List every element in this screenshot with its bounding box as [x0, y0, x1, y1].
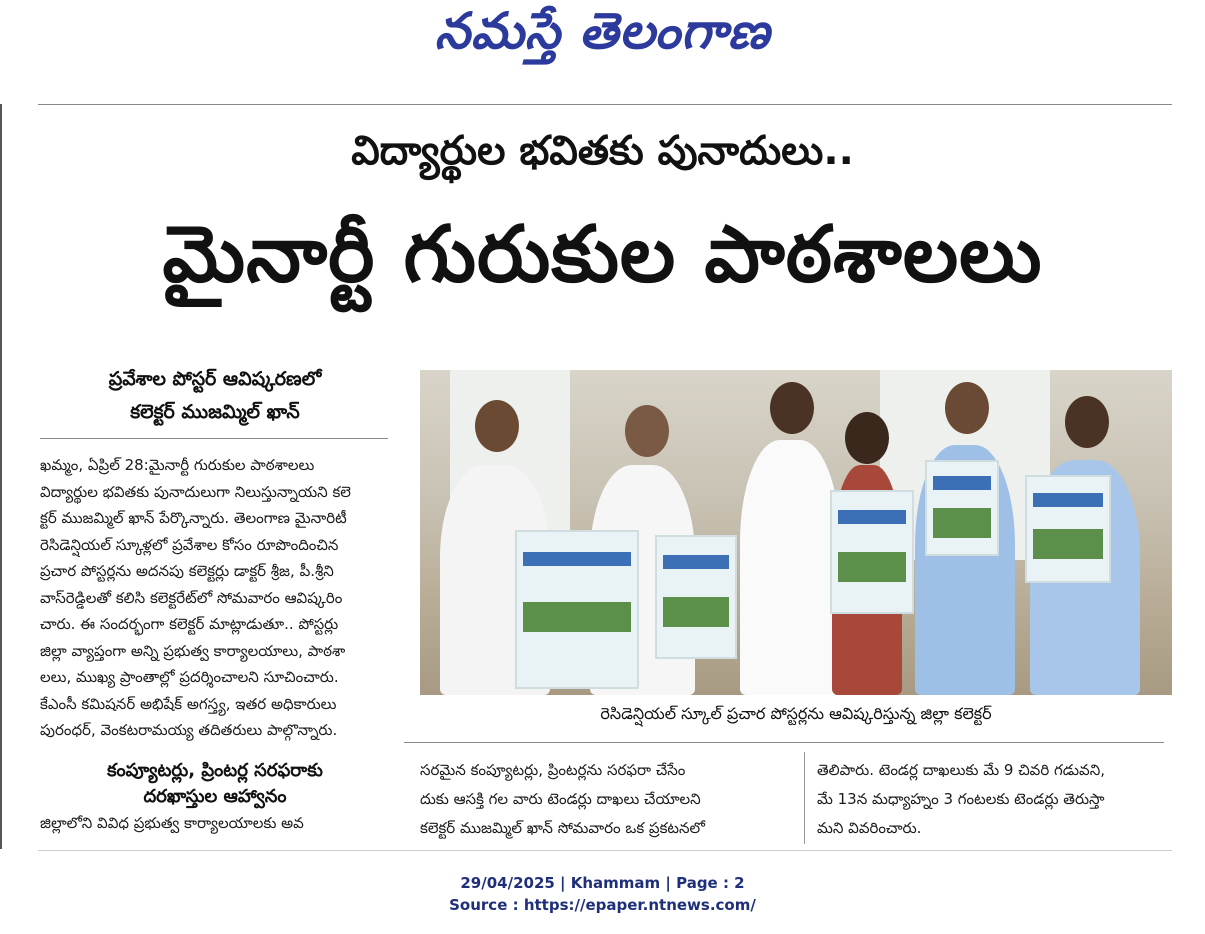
- body-line: విద్యార్థుల భవితకు పునాదులుగా నిలుస్తున్నాయని కలె: [40, 482, 351, 501]
- body-line: పురంధర్, వెంకటరామయ్య తదితరులు పాల్గొన్నారు.: [40, 721, 338, 739]
- secondary-subhead-line2: దరఖాస్తుల ఆహ్వానం: [143, 786, 287, 807]
- footer-source: Source : https://epaper.ntnews.com/: [449, 896, 756, 914]
- photo-head: [945, 382, 989, 434]
- photo-poster: [925, 460, 999, 556]
- photo-poster: [655, 535, 737, 659]
- column-separator: [804, 752, 805, 844]
- body-line: ప్రచార పోస్టర్లను అదనపు కలెక్టర్లు డాక్టర్ శ్రీజ, పీ.శ్రీని: [40, 562, 334, 580]
- photo-poster: [830, 490, 914, 614]
- column-line: తెలిపారు. టెండర్ల దాఖలుకు మే 9 చివరి గడువని,: [817, 761, 1106, 779]
- photo-caption: రెసిడెన్షియల్ స్కూల్ ప్రచార పోస్టర్లను ఆవిష్కరిస్తున్న జిల్లా కలెక్టర్: [600, 704, 992, 723]
- article-subhead-line1: ప్రవేశాల పోస్టర్ ఆవిష్కరణలో: [108, 368, 322, 390]
- body-line: రెసిడెన్షియల్ స్కూళ్లలో ప్రవేశాల కోసం రూపొందించిన: [40, 535, 339, 554]
- article-kicker: విద్యార్థుల భవితకు పునాదులు..: [351, 128, 854, 174]
- photo-poster: [515, 530, 639, 689]
- photo-head: [845, 412, 889, 464]
- body-line: క్టర్ ముజమ్మిల్ ఖాన్ పేర్కొన్నారు. తెలంగాణ మైనారిటీ: [40, 509, 347, 527]
- body-line: వాస్‌రెడ్డిలతో కలిసి కలెక్టరేట్‌లో సోమవారం ఆవిష్కరిం: [40, 588, 343, 607]
- newspaper-masthead: నమస్తే తెలంగాణ: [434, 2, 771, 60]
- article-headline: మైనార్టీ గురుకుల పాఠశాలలు: [162, 210, 1043, 300]
- article-subhead-line2: కలెక్టర్ ముజమ్మిల్ ఖాన్: [130, 401, 300, 423]
- photo-head: [475, 400, 519, 452]
- secondary-subhead-line1: కంప్యూటర్లు, ప్రింటర్ల సరఫరాకు: [107, 760, 323, 781]
- body-line: జిల్లా వ్యాప్తంగా అన్ని ప్రభుత్వ కార్యాలయాలు, పాఠశా: [40, 641, 346, 660]
- footer-date-edition: 29/04/2025 | Khammam | Page : 2: [460, 874, 745, 892]
- column-line: కలెక్టర్ ముజమ్మిల్ ఖాన్ సోమవారం ఒక ప్రకటనలో: [420, 819, 705, 837]
- photo-head: [1065, 396, 1109, 448]
- photo-head: [625, 405, 669, 457]
- column-line: మని వివరించారు.: [817, 819, 922, 837]
- article-body: [40, 452, 392, 744]
- subhead-divider: [40, 438, 388, 439]
- top-divider: [38, 104, 1172, 105]
- column-line: దుకు ఆసక్తి గల వారు టెండర్లు దాఖలు చేయాలని: [420, 790, 701, 808]
- body-line: కేఎంసీ కమిషనర్ అభిషేక్ అగస్త్య, ఇతర అధికారులు: [40, 694, 337, 713]
- secondary-body-line: జిల్లాలోని వివిధ ప్రభుత్వ కార్యాలయాలకు అవ: [40, 814, 304, 832]
- news-photo: [420, 370, 1172, 695]
- page-footer: [0, 872, 1205, 916]
- bottom-divider: [38, 850, 1172, 851]
- column-line: మే 13న మధ్యాహ్నం 3 గంటలకు టెండర్లు తెరుస్తా: [817, 790, 1105, 808]
- body-line: చారు. ఈ సందర్భంగా కలెక్టర్ మాట్లాడుతూ.. పోస్టర్లు: [40, 615, 339, 633]
- column-line: సరమైన కంప్యూటర్లు, ప్రింటర్లను సరఫరా చేసేం: [420, 761, 686, 779]
- photo-poster: [1025, 475, 1111, 583]
- caption-divider: [404, 742, 1164, 743]
- article-column-right: [817, 756, 1167, 843]
- photo-person: [740, 440, 840, 695]
- body-line: లలు, ముఖ్య ప్రాంతాల్లో ప్రదర్శించాలని సూచించారు.: [40, 668, 339, 686]
- article-column-middle: [420, 756, 794, 843]
- body-line: ఖమ్మం, ఏప్రిల్ 28:మైనార్టీ గురుకుల పాఠశాలలు: [40, 456, 315, 474]
- photo-head: [770, 382, 814, 434]
